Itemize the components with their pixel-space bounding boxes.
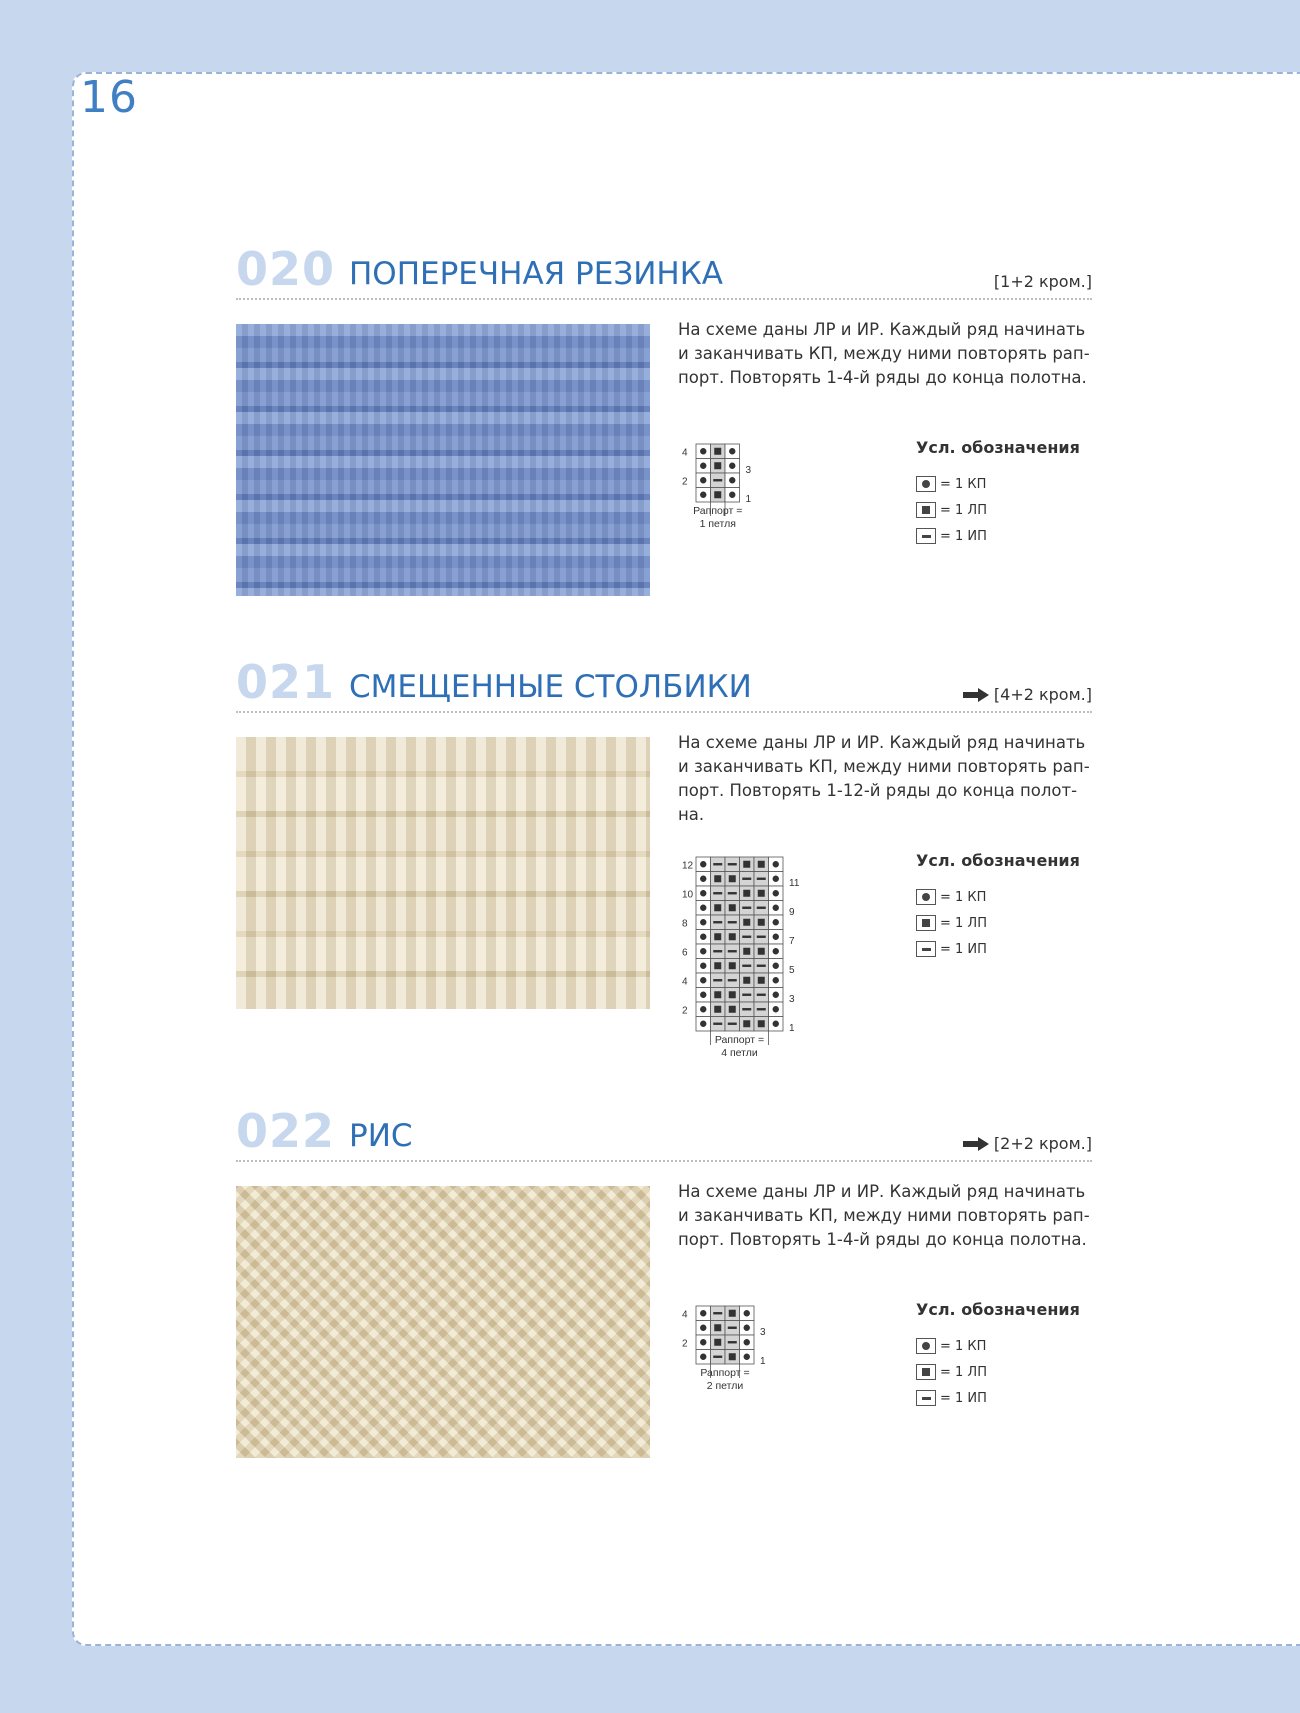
- knit-stitch-mark: [729, 448, 735, 454]
- legend: [916, 1300, 1086, 1411]
- front-loop-symbol-icon: [916, 502, 936, 518]
- repeat-info: [962, 1134, 1092, 1153]
- purl-stitch-mark: [728, 1023, 737, 1025]
- knit-stitch-mark: [773, 948, 779, 954]
- knit-stitch-mark: [773, 1006, 779, 1012]
- section-number: 020: [236, 242, 336, 296]
- section-header: [236, 242, 1092, 300]
- front-loop-mark: [714, 491, 721, 498]
- knit-stitch-mark: [700, 1325, 706, 1331]
- knit-stitch-mark: [700, 1006, 706, 1012]
- purl-stitch-mark: [742, 994, 751, 996]
- legend-title: Усл. обозначения: [916, 438, 1080, 457]
- front-loop-mark: [758, 861, 765, 868]
- front-loop-mark: [714, 1324, 721, 1331]
- knit-stitch-mark: [744, 1310, 750, 1316]
- purl-stitch-mark: [742, 1008, 751, 1010]
- row-number-right: 3: [760, 1327, 766, 1338]
- front-loop-mark: [714, 962, 721, 969]
- rapport-label: Раппорт =: [693, 505, 743, 517]
- knit-stitch-mark: [700, 905, 706, 911]
- knit-stitch-mark: [700, 477, 706, 483]
- legend-row-purl: = 1 ИП: [916, 523, 1086, 549]
- section-number: 021: [236, 655, 336, 709]
- legend: [916, 851, 1086, 962]
- section-header: [236, 1104, 1092, 1162]
- pattern-section-022: [236, 1104, 1092, 1406]
- knit-stitch-mark: [700, 919, 706, 925]
- front-loop-mark: [729, 1353, 736, 1360]
- row-number-left: 2: [682, 1005, 688, 1017]
- front-loop-mark: [758, 890, 765, 897]
- knit-stitch-mark: [773, 977, 779, 983]
- front-loop-mark: [714, 904, 721, 911]
- repeat-label: [4+2 кром.]: [993, 685, 1092, 704]
- knit-stitch-mark: [744, 1354, 750, 1360]
- arrow-right-icon: [962, 1136, 990, 1152]
- rapport-label: 1 петля: [699, 518, 736, 530]
- row-number-right: 1: [789, 1023, 795, 1034]
- knit-stitch-mark: [773, 992, 779, 998]
- knit-stitch-mark: [700, 876, 706, 882]
- legend-row-front: = 1 ЛП: [916, 497, 1086, 523]
- row-number-left: 10: [682, 889, 694, 901]
- legend-row-knit: = 1 КП: [916, 884, 1086, 910]
- legend-title: Усл. обозначения: [916, 851, 1080, 870]
- front-loop-mark: [714, 1006, 721, 1013]
- row-number-left: 4: [682, 447, 688, 459]
- pattern-section-020: [236, 242, 1092, 544]
- row-number-right: 3: [745, 465, 752, 476]
- section-title: ПОПЕРЕЧНАЯ РЕЗИНКА: [349, 256, 723, 292]
- row-number-right: 9: [789, 907, 795, 918]
- knit-stitch-mark: [773, 934, 779, 940]
- legend-row-knit: = 1 КП: [916, 1333, 1086, 1359]
- purl-stitch-mark: [742, 965, 751, 967]
- purl-stitch-mark: [713, 950, 722, 952]
- purl-stitch-mark: [742, 907, 751, 909]
- front-loop-mark: [729, 875, 736, 882]
- knit-symbol-icon: [916, 1338, 936, 1354]
- front-loop-mark: [729, 904, 736, 911]
- stitch-chart: [674, 853, 864, 1083]
- front-loop-mark: [714, 875, 721, 882]
- purl-stitch-mark: [728, 863, 737, 865]
- repeat-label: [2+2 кром.]: [993, 1134, 1092, 1153]
- knit-stitch-mark: [700, 890, 706, 896]
- knit-stitch-mark: [700, 1021, 706, 1027]
- knit-stitch-mark: [700, 1339, 706, 1345]
- knit-stitch-mark: [773, 905, 779, 911]
- rapport-label: Раппорт =: [700, 1367, 750, 1379]
- row-number-left: 2: [682, 1338, 688, 1350]
- knit-stitch-mark: [700, 977, 706, 983]
- purl-stitch-mark: [728, 892, 737, 894]
- knit-stitch-mark: [773, 963, 779, 969]
- knit-stitch-mark: [773, 1021, 779, 1027]
- section-description: На схеме даны ЛР и ИР. Каждый ряд начинать и заканчивать КП, между ними повторять рап- порт. Повторять 1-12-й ряды до конца полот- на.: [678, 733, 1090, 824]
- row-number-right: 3: [789, 994, 795, 1005]
- legend-row-front: = 1 ЛП: [916, 1359, 1086, 1385]
- front-loop-mark: [714, 933, 721, 940]
- knit-stitch-mark: [700, 492, 706, 498]
- legend-row-purl: = 1 ИП: [916, 936, 1086, 962]
- front-loop-mark: [729, 991, 736, 998]
- front-loop-mark: [743, 890, 750, 897]
- knit-stitch-mark: [773, 919, 779, 925]
- rapport-label: 4 петли: [721, 1047, 758, 1059]
- stitch-chart: [674, 1302, 814, 1412]
- legend-row-purl: = 1 ИП: [916, 1385, 1086, 1411]
- front-loop-mark: [714, 991, 721, 998]
- knit-sample-photo: [236, 324, 650, 596]
- knit-stitch-mark: [700, 448, 706, 454]
- row-number-left: 6: [682, 947, 688, 959]
- section-description: На схеме даны ЛР и ИР. Каждый ряд начинать и заканчивать КП, между ними повторять рап- порт. Повторять 1-4-й ряды до конца полотна.: [678, 320, 1090, 387]
- front-loop-mark: [743, 948, 750, 955]
- knit-symbol-icon: [916, 476, 936, 492]
- knit-stitch-mark: [773, 876, 779, 882]
- purl-symbol-icon: [916, 941, 936, 957]
- purl-stitch-mark: [757, 994, 766, 996]
- stitch-chart: [674, 440, 794, 550]
- purl-stitch-mark: [757, 878, 766, 880]
- knit-stitch-mark: [773, 861, 779, 867]
- purl-stitch-mark: [713, 892, 722, 894]
- row-number-left: 4: [682, 1309, 688, 1321]
- front-loop-mark: [729, 962, 736, 969]
- row-number-right: 1: [745, 494, 752, 505]
- front-loop-mark: [743, 977, 750, 984]
- purl-stitch-mark: [757, 907, 766, 909]
- arrow-right-icon: [962, 687, 990, 703]
- front-loop-mark: [714, 462, 721, 469]
- front-loop-mark: [758, 1020, 765, 1027]
- knit-stitch-mark: [700, 463, 706, 469]
- front-loop-mark: [714, 1339, 721, 1346]
- purl-stitch-mark: [742, 878, 751, 880]
- knit-stitch-mark: [700, 1310, 706, 1316]
- knit-stitch-mark: [744, 1339, 750, 1345]
- purl-symbol-icon: [916, 1390, 936, 1406]
- purl-stitch-mark: [728, 979, 737, 981]
- purl-stitch-mark: [713, 979, 722, 981]
- purl-stitch-mark: [728, 921, 737, 923]
- legend-row-front: = 1 ЛП: [916, 910, 1086, 936]
- knit-symbol-icon: [916, 889, 936, 905]
- section-title: СМЕЩЕННЫЕ СТОЛБИКИ: [349, 669, 752, 705]
- knit-stitch-mark: [729, 492, 735, 498]
- knit-stitch-mark: [773, 890, 779, 896]
- knit-stitch-mark: [744, 1325, 750, 1331]
- row-number-left: 4: [682, 976, 688, 988]
- section-description: На схеме даны ЛР и ИР. Каждый ряд начинать и заканчивать КП, между ними повторять рап- порт. Повторять 1-4-й ряды до конца полотна.: [678, 1182, 1090, 1249]
- repeat-info: [962, 685, 1092, 704]
- rapport-label: 2 петли: [706, 1380, 744, 1392]
- pattern-section-021: [236, 655, 1092, 1059]
- purl-stitch-mark: [728, 950, 737, 952]
- front-loop-mark: [743, 919, 750, 926]
- knit-stitch-mark: [700, 992, 706, 998]
- row-number-left: 12: [682, 860, 694, 872]
- section-title: РИС: [349, 1118, 413, 1154]
- purl-stitch-mark: [728, 1341, 737, 1343]
- legend-title: Усл. обозначения: [916, 1300, 1080, 1319]
- purl-stitch-mark: [713, 479, 722, 481]
- purl-stitch-mark: [728, 1327, 737, 1329]
- knit-stitch-mark: [700, 963, 706, 969]
- front-loop-mark: [743, 1020, 750, 1027]
- front-loop-mark: [729, 1310, 736, 1317]
- knit-sample-photo: [236, 1186, 650, 1458]
- knit-stitch-mark: [729, 477, 735, 483]
- front-loop-symbol-icon: [916, 915, 936, 931]
- purl-stitch-mark: [757, 965, 766, 967]
- purl-stitch-mark: [713, 1356, 722, 1358]
- front-loop-symbol-icon: [916, 1364, 936, 1380]
- section-number: 022: [236, 1104, 336, 1158]
- purl-stitch-mark: [713, 1023, 722, 1025]
- front-loop-mark: [758, 977, 765, 984]
- page-number: 16: [80, 72, 138, 123]
- section-header: [236, 655, 1092, 713]
- front-loop-mark: [758, 919, 765, 926]
- purl-stitch-mark: [713, 1312, 722, 1314]
- row-number-left: 8: [682, 918, 688, 930]
- knit-stitch-mark: [700, 1354, 706, 1360]
- knit-stitch-mark: [700, 934, 706, 940]
- rapport-label: Раппорт =: [714, 1034, 765, 1046]
- knit-sample-photo: [236, 737, 650, 1009]
- purl-stitch-mark: [713, 863, 722, 865]
- front-loop-mark: [729, 1006, 736, 1013]
- purl-stitch-mark: [757, 936, 766, 938]
- row-number-right: 5: [789, 965, 795, 976]
- row-number-right: 1: [760, 1356, 766, 1367]
- row-number-right: 11: [789, 878, 800, 889]
- front-loop-mark: [714, 448, 721, 455]
- legend-row-knit: = 1 КП: [916, 471, 1086, 497]
- knit-stitch-mark: [729, 463, 735, 469]
- repeat-info: [994, 272, 1092, 291]
- row-number-right: 7: [789, 936, 795, 947]
- purl-stitch-mark: [757, 1008, 766, 1010]
- front-loop-mark: [729, 933, 736, 940]
- front-loop-mark: [758, 948, 765, 955]
- row-number-left: 2: [682, 476, 688, 488]
- legend: [916, 438, 1086, 549]
- repeat-label: [1+2 кром.]: [993, 272, 1092, 291]
- knit-stitch-mark: [700, 861, 706, 867]
- purl-symbol-icon: [916, 528, 936, 544]
- knit-stitch-mark: [700, 948, 706, 954]
- purl-stitch-mark: [742, 936, 751, 938]
- front-loop-mark: [743, 861, 750, 868]
- purl-stitch-mark: [713, 921, 722, 923]
